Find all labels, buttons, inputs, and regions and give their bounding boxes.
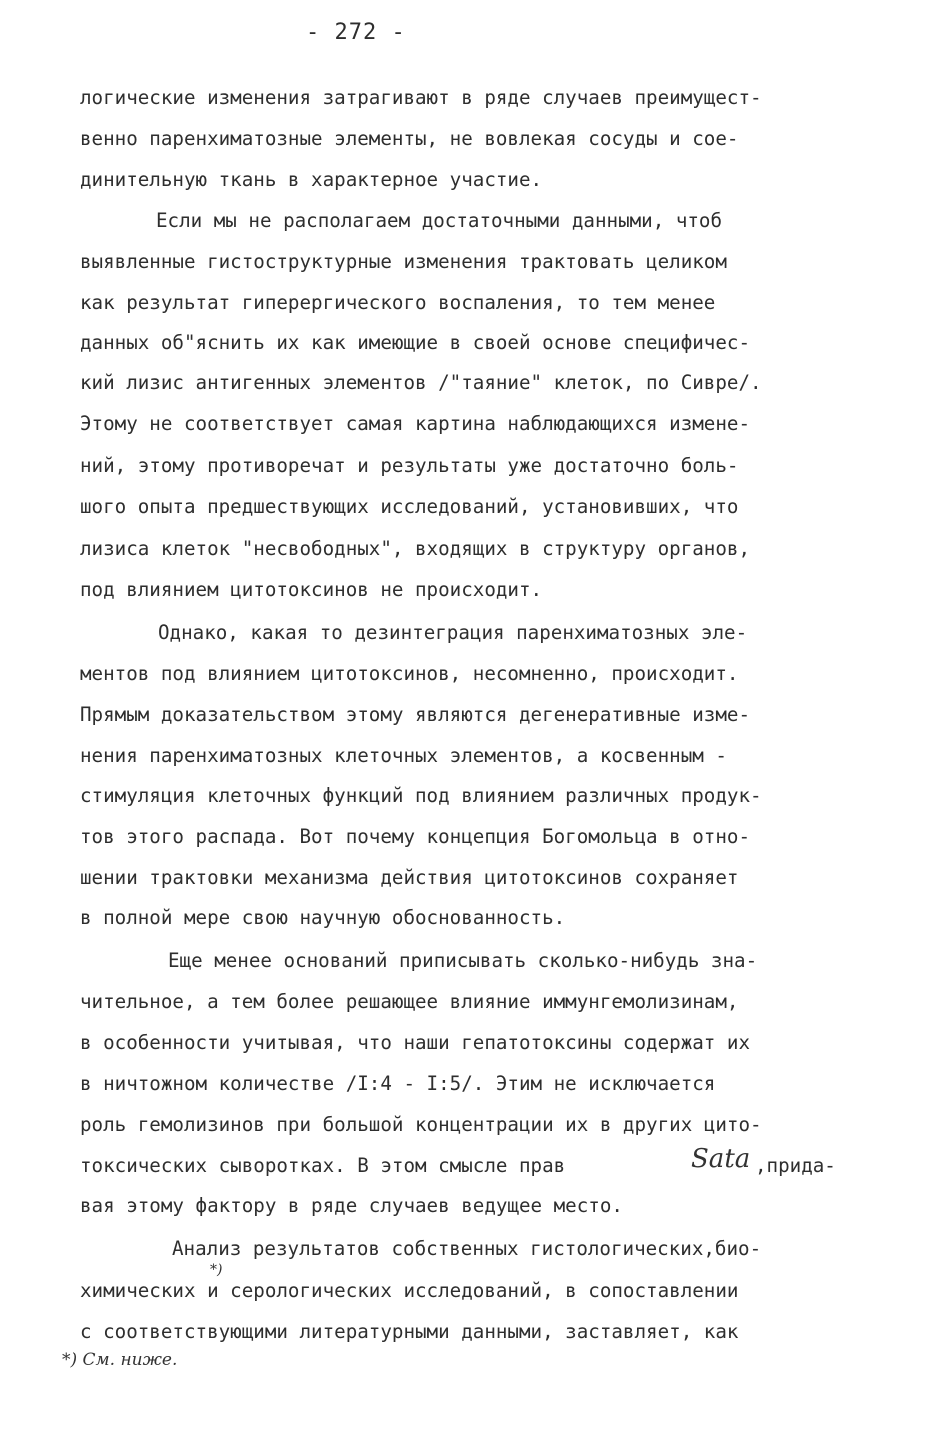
text-line: в полной мере свою научную обоснованность.: [80, 906, 566, 929]
text-line: в ничтожном количестве /I:4 - I:5/. Этим не исключается: [80, 1072, 716, 1095]
text-line: с соответствующими литературными данными, заставляет, как: [80, 1320, 739, 1343]
text-line: Если мы не располагаем достаточными данными, чтоб: [156, 209, 723, 232]
text-line: под влиянием цитотоксинов не происходит.: [80, 578, 543, 601]
text-line: химических и серологических исследований, в сопоставлении: [80, 1279, 739, 1302]
text-line: как результат гиперергического воспаления, то тем менее: [80, 291, 716, 314]
text-line: кий лизис антигенных элементов /"таяние" клеток, по Сивре/.: [80, 371, 762, 394]
text-line: стимуляция клеточных функций под влиянием различных продук-: [80, 784, 762, 807]
text-line: токсических сыворотках. В этом смысле прав: [80, 1154, 566, 1177]
text-line: венно паренхиматозные элементы, не вовлекая сосуды и сое-: [80, 127, 739, 150]
text-line: вая этому фактору в ряде случаев ведущее место.: [80, 1194, 623, 1217]
text-line: Прямым доказательством этому являются дегенеративные изме-: [80, 703, 751, 726]
text-line: Еще менее оснований приписывать сколько-нибудь зна-: [168, 949, 758, 972]
text-line: лизиса клеток "несвободных", входящих в структуру органов,: [80, 537, 751, 560]
footnote: *) См. ниже.: [62, 1350, 178, 1370]
text-line: динительную ткань в характерное участие.: [80, 168, 543, 191]
text-line: роль гемолизинов при большой концентрации их в других цито-: [80, 1113, 762, 1136]
page-number: - 272 -: [306, 20, 406, 45]
text-line: выявленные гистоструктурные изменения трактовать целиком: [80, 250, 727, 273]
text-line: тов этого распада. Вот почему концепция Богомольца в отно-: [80, 825, 751, 848]
text-line: данных об"яснить их как имеющие в своей основе специфичес-: [80, 331, 751, 354]
text-line: ний, этому противоречат и результаты уже достаточно боль-: [80, 454, 739, 477]
text-line: Однако, какая то дезинтеграция паренхиматозных эле-: [158, 621, 748, 644]
handwritten-author-name: Sata: [691, 1144, 751, 1174]
text-line: Этому не соответствует самая картина наблюдающихся измене-: [80, 412, 751, 435]
text-line: шении трактовки механизма действия цитотоксинов сохраняет: [80, 866, 739, 889]
text-line: ментов под влиянием цитотоксинов, несомненно, происходит.: [80, 662, 739, 685]
text-line: Анализ результатов собственных гистологических,био-: [172, 1237, 762, 1260]
text-line: чительное, а тем более решающее влияние иммунгемолизинам,: [80, 990, 739, 1013]
text-line: в особенности учитывая, что наши гепатотоксины содержат их: [80, 1031, 751, 1054]
text-line-tail: ,прида-: [755, 1154, 836, 1177]
text-line: нения паренхиматозных клеточных элементов, а косвенным -: [80, 744, 727, 767]
footnote-marker: *): [210, 1262, 223, 1278]
text-line: шого опыта предшествующих исследований, установивших, что: [80, 495, 739, 518]
text-line: логические изменения затрагивают в ряде случаев преимущест-: [80, 86, 762, 109]
